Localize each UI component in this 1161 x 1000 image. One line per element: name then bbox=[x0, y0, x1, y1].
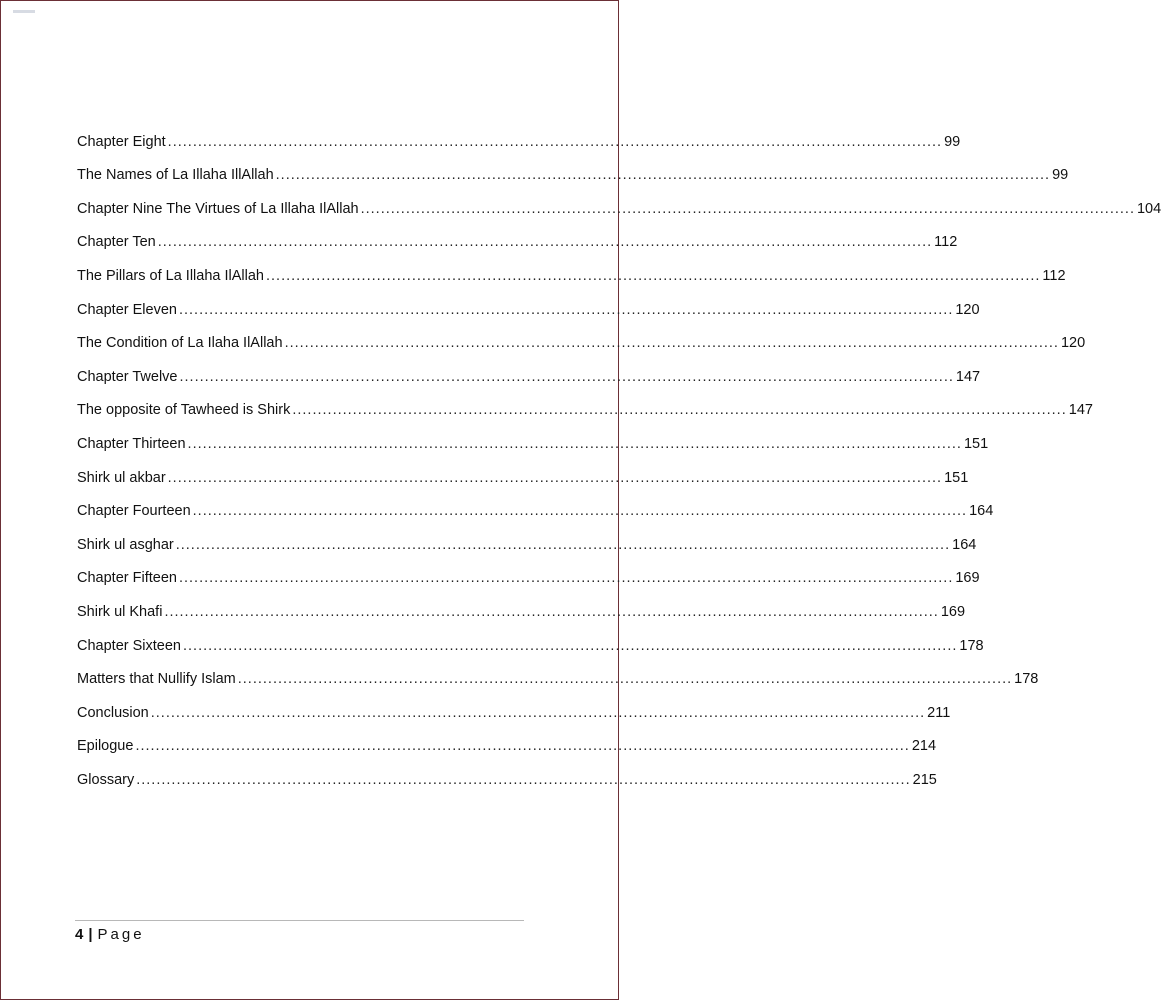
toc-entry-page: 151 bbox=[963, 435, 989, 452]
toc-dot-leader: .......................................................................................................................................................... bbox=[192, 503, 968, 520]
page-label: Page bbox=[97, 926, 145, 943]
toc-entry-page: 120 bbox=[955, 301, 980, 318]
toc-dot-leader: .......................................................................................................................................................... bbox=[292, 402, 1067, 419]
toc-row bbox=[77, 721, 937, 755]
toc-row bbox=[77, 150, 1069, 184]
toc-entry-page: 99 bbox=[1052, 167, 1069, 184]
toc-dot-leader: .......................................................................................................................................................... bbox=[266, 267, 1041, 284]
toc-row bbox=[77, 217, 958, 251]
toc-entry-title: Glossary bbox=[77, 771, 135, 788]
toc-entry-page: 164 bbox=[969, 503, 994, 520]
toc-entry-page: 169 bbox=[940, 603, 966, 620]
table-of-contents bbox=[77, 116, 1161, 788]
toc-entry-title: The opposite of Tawheed is Shirk bbox=[77, 402, 291, 419]
toc-dot-leader: .......................................................................................................................................................... bbox=[284, 335, 1059, 352]
toc-entry-title: The Names of La Illaha IllAllah bbox=[77, 167, 274, 184]
toc-row bbox=[77, 519, 977, 553]
toc-dot-leader: .......................................................................................................................................................... bbox=[167, 133, 943, 150]
toc-row bbox=[77, 452, 969, 486]
toc-entry-page: 178 bbox=[959, 637, 984, 654]
toc-row bbox=[77, 250, 1066, 284]
toc-row bbox=[77, 687, 951, 721]
toc-entry-title: Conclusion bbox=[77, 704, 149, 721]
toc-entry-title: The Pillars of La Illaha IlAllah bbox=[77, 267, 264, 284]
toc-entry-page: 214 bbox=[911, 738, 937, 755]
toc-entry-title: Shirk ul asghar bbox=[77, 536, 174, 553]
toc-row bbox=[77, 318, 1086, 352]
toc-row bbox=[77, 553, 980, 587]
toc-entry-title: Matters that Nullify Islam bbox=[77, 671, 236, 688]
toc-entry-title: Epilogue bbox=[77, 738, 134, 755]
toc-entry-page: 120 bbox=[1060, 335, 1086, 352]
toc-entry-page: 147 bbox=[955, 368, 981, 385]
toc-row bbox=[77, 385, 1093, 419]
toc-entry-title: Chapter Thirteen bbox=[77, 435, 186, 452]
toc-entry-title: Chapter Eleven bbox=[77, 301, 177, 318]
toc-dot-leader: .......................................................................................................................................................... bbox=[157, 234, 933, 251]
toc-dot-leader: .......................................................................................................................................................... bbox=[167, 469, 943, 486]
toc-row bbox=[77, 284, 980, 318]
toc-row bbox=[77, 183, 1161, 217]
toc-row bbox=[77, 418, 989, 452]
toc-entry-title: Chapter Twelve bbox=[77, 368, 178, 385]
toc-dot-leader: .......................................................................................................................................................... bbox=[237, 671, 1013, 688]
toc-dot-leader: .......................................................................................................................................................... bbox=[178, 301, 954, 318]
toc-entry-page: 215 bbox=[912, 771, 937, 788]
toc-entry-page: 169 bbox=[955, 570, 980, 587]
toc-dot-leader: .......................................................................................................................................................... bbox=[182, 637, 958, 654]
footer-rule bbox=[75, 920, 524, 921]
toc-entry-page: 178 bbox=[1014, 671, 1039, 688]
page-separator: | bbox=[88, 926, 93, 943]
toc-row bbox=[77, 586, 966, 620]
toc-dot-leader: .......................................................................................................................................................... bbox=[275, 167, 1051, 184]
toc-dot-leader: .......................................................................................................................................................... bbox=[150, 704, 926, 721]
toc-entry-title: Chapter Fourteen bbox=[77, 503, 191, 520]
toc-entry-title: Shirk ul Khafi bbox=[77, 603, 163, 620]
page-footer bbox=[75, 926, 145, 943]
toc-entry-title: Chapter Eight bbox=[77, 133, 166, 150]
toc-entry-page: 164 bbox=[952, 536, 977, 553]
toc-row bbox=[77, 620, 984, 654]
toc-entry-title: Chapter Sixteen bbox=[77, 637, 181, 654]
toc-row bbox=[77, 654, 1039, 688]
toc-entry-page: 112 bbox=[934, 234, 958, 251]
toc-entry-page: 99 bbox=[944, 133, 961, 150]
toc-dot-leader: .......................................................................................................................................................... bbox=[360, 200, 1135, 217]
toc-entry-title: Chapter Fifteen bbox=[77, 570, 177, 587]
toc-dot-leader: .......................................................................................................................................................... bbox=[136, 771, 911, 788]
toc-entry-title: The Condition of La Ilaha IlAllah bbox=[77, 335, 283, 352]
toc-dot-leader: .......................................................................................................................................................... bbox=[178, 570, 954, 587]
page-number: 4 bbox=[75, 926, 84, 943]
toc-entry-page: 211 bbox=[927, 704, 951, 721]
toc-row bbox=[77, 486, 994, 520]
toc-row bbox=[77, 116, 961, 150]
toc-entry-title: Chapter Nine The Virtues of La Illaha IlAllah bbox=[77, 200, 359, 217]
toc-entry-title: Chapter Ten bbox=[77, 234, 156, 251]
toc-dot-leader: .......................................................................................................................................................... bbox=[179, 368, 954, 385]
toc-dot-leader: .......................................................................................................................................................... bbox=[175, 536, 951, 553]
scan-mark bbox=[13, 10, 35, 13]
toc-row bbox=[77, 351, 981, 385]
toc-entry-page: 147 bbox=[1068, 402, 1093, 419]
toc-dot-leader: .......................................................................................................................................................... bbox=[187, 435, 962, 452]
toc-entry-page: 151 bbox=[944, 469, 969, 486]
toc-entry-page: 112 bbox=[1042, 267, 1066, 284]
toc-entry-page: 104 bbox=[1136, 200, 1161, 217]
toc-entry-title: Shirk ul akbar bbox=[77, 469, 166, 486]
toc-dot-leader: .......................................................................................................................................................... bbox=[164, 603, 939, 620]
toc-row bbox=[77, 754, 937, 788]
toc-dot-leader: .......................................................................................................................................................... bbox=[135, 738, 910, 755]
